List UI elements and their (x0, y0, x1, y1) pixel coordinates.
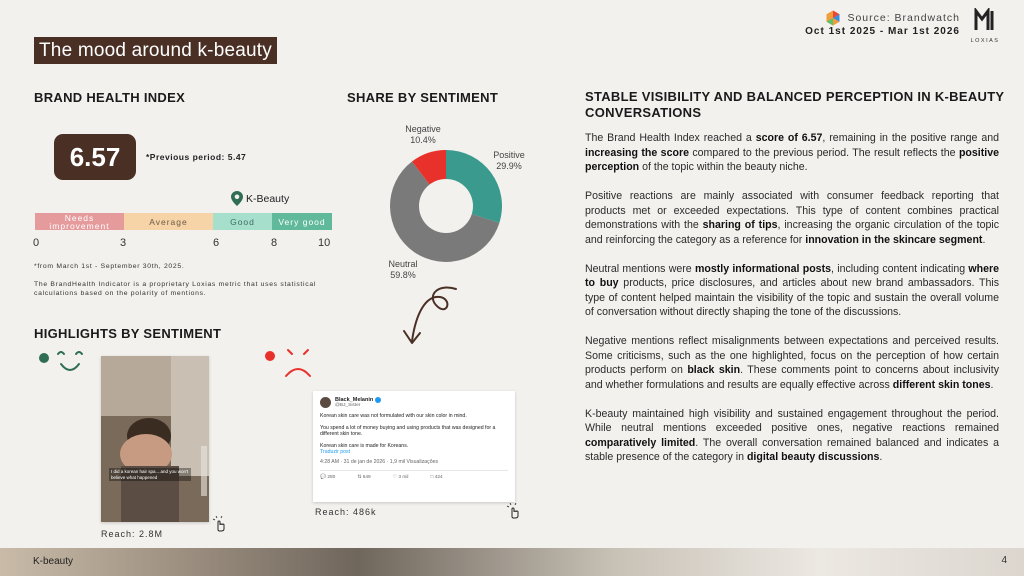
date-range: Oct 1st 2025 - Mar 1st 2026 (805, 26, 960, 37)
health-scale (35, 213, 332, 230)
tweet-meta: 4:28 AM · 31 de jan de 2026 · 1,9 mil Visualizações (320, 458, 439, 465)
page-number: 4 (1001, 555, 1007, 566)
video-thumbnail (101, 356, 209, 522)
label-positive (486, 150, 532, 172)
tweet-translate[interactable]: Traduzir post (320, 449, 351, 455)
scale-tick-6: 6 (213, 237, 220, 249)
insights-heading: STABLE VISIBILITY AND BALANCED PERCEPTION IN K-BEAUTY CONVERSATIONS (585, 89, 1005, 120)
verified-icon (375, 397, 381, 403)
sentiment-heading: SHARE BY SENTIMENT (347, 90, 499, 105)
scale-needs-improvement: Needs improvement (35, 213, 124, 230)
brandwatch-icon (825, 10, 841, 26)
label-neutral-value: 59.8% (390, 270, 416, 280)
footer-label: K-beauty (33, 556, 74, 567)
tweet-line-2: You spend a lot of money buying and using products that was designed for a different skin tone. (320, 424, 496, 437)
negative-tweet-card[interactable] (313, 391, 515, 502)
logo-word: LOXIAS (970, 38, 1000, 44)
label-negative-value: 10.4% (410, 135, 436, 145)
scale-very-good: Very good (272, 213, 332, 230)
footer-bar (0, 548, 1024, 576)
loxias-logo-icon (974, 8, 996, 32)
loxias-logo (968, 8, 1002, 44)
label-positive-value: 29.9% (496, 161, 522, 171)
label-negative (398, 124, 448, 146)
paragraph-brand-health: The Brand Health Index reached a score of 6.57, remaining in the positive range and increasing the score compared to the previous period. The result reflects the positive perception of the topic within the beauty niche. (585, 132, 999, 173)
video-caption: I did a korean hair spa....and you won't believe what happened (109, 468, 191, 481)
scale-tick-10: 10 (318, 237, 331, 249)
source-label: Source: Brandwatch (847, 12, 960, 24)
tweet-likes[interactable]: ♡ 3 mil (392, 475, 409, 480)
label-neutral-name: Neutral (388, 259, 418, 269)
curly-arrow-icon (396, 283, 472, 353)
insights-body (585, 131, 999, 479)
footnote-method: The BrandHealth Indicator is a proprietary Loxias metric that uses statistical calculations based on the polarity of mentions. (34, 281, 317, 297)
tweet-name: Black_Melanin (335, 397, 374, 403)
tweet-retweets[interactable]: ⇅ 649 (357, 475, 371, 480)
click-hand-icon-negative (506, 503, 522, 519)
positive-reach: Reach: 2.8M (101, 529, 164, 539)
page-title: The mood around k-beauty (34, 37, 277, 64)
label-positive-name: Positive (493, 150, 525, 160)
scale-average: Average (124, 213, 213, 230)
paragraph-negative: Negative mentions reflect misalignments between expectations and perceived results. Some criticisms, such as the one highlighted, focus on the perception of how certain products perform on black skin. These comments point to concerns about inclusivity and whether formulations and results are equally effective across different skin tones. (585, 335, 1000, 391)
paragraph-neutral: Neutral mentions were mostly informational posts, including content indicating where to buy products, price disclosures, and articles about new brand ambassadors. This type of content helped maintain the visibility of the topic and sustain the overall volume of conversation without directly shaping the tone of the discussions. (585, 262, 1000, 318)
happy-face-icon (36, 346, 96, 378)
marker-label: K-Beauty (246, 192, 290, 205)
tweet-avatar (320, 397, 331, 408)
kbeauty-marker (231, 191, 289, 206)
tweet-line-1: Korean skin care was not formulated with our skin color in mind. (320, 413, 467, 419)
paragraph-conclusion: K-beauty maintained high visibility and sustained engagement throughout the period. While neutral mentions exceeded positive ones, negative reactions remained comparatively limited. The overall conversation remained balanced and indicates a stable presence of the category in digital beauty discussions. (585, 407, 999, 463)
sad-face-icon (262, 346, 322, 380)
scale-tick-0: 0 (33, 237, 40, 249)
click-hand-icon-positive (212, 516, 228, 532)
donut-hole (419, 179, 473, 233)
highlights-heading: HIGHLIGHTS BY SENTIMENT (34, 326, 222, 341)
label-neutral (380, 259, 426, 281)
source-row (825, 10, 960, 26)
positive-video-card[interactable] (101, 356, 209, 522)
scale-good: Good (213, 213, 272, 230)
map-pin-icon (231, 191, 243, 206)
paragraph-positive: Positive reactions are mainly associated with consumer feedback reporting that products met or exceeded expectations. This type of content combines practical demonstrations with the sharing of tips, increasing the organic circulation of the topic and reinforcing the category as a reference for innovation in the skincare segment. (585, 190, 999, 246)
footnote-period: *from March 1st - September 30th, 2025. (34, 263, 185, 270)
brand-health-heading: BRAND HEALTH INDEX (34, 90, 186, 105)
scale-tick-8: 8 (271, 237, 278, 249)
tweet-handle: @BJ_Sister (335, 403, 361, 408)
tweet-line-3: Korean skin care is made for Koreans. (320, 442, 409, 449)
score-badge: 6.57 (54, 134, 136, 180)
tweet-bookmarks[interactable]: □ 424 (430, 475, 443, 480)
tweet-header (320, 397, 508, 408)
tweet-replies[interactable]: 💬 280 (320, 475, 336, 480)
tweet-actions (320, 470, 508, 480)
scale-tick-3: 3 (120, 237, 127, 249)
label-negative-name: Negative (405, 124, 441, 134)
negative-reach: Reach: 486k (315, 507, 377, 517)
previous-period: *Previous period: 5.47 (146, 152, 247, 162)
